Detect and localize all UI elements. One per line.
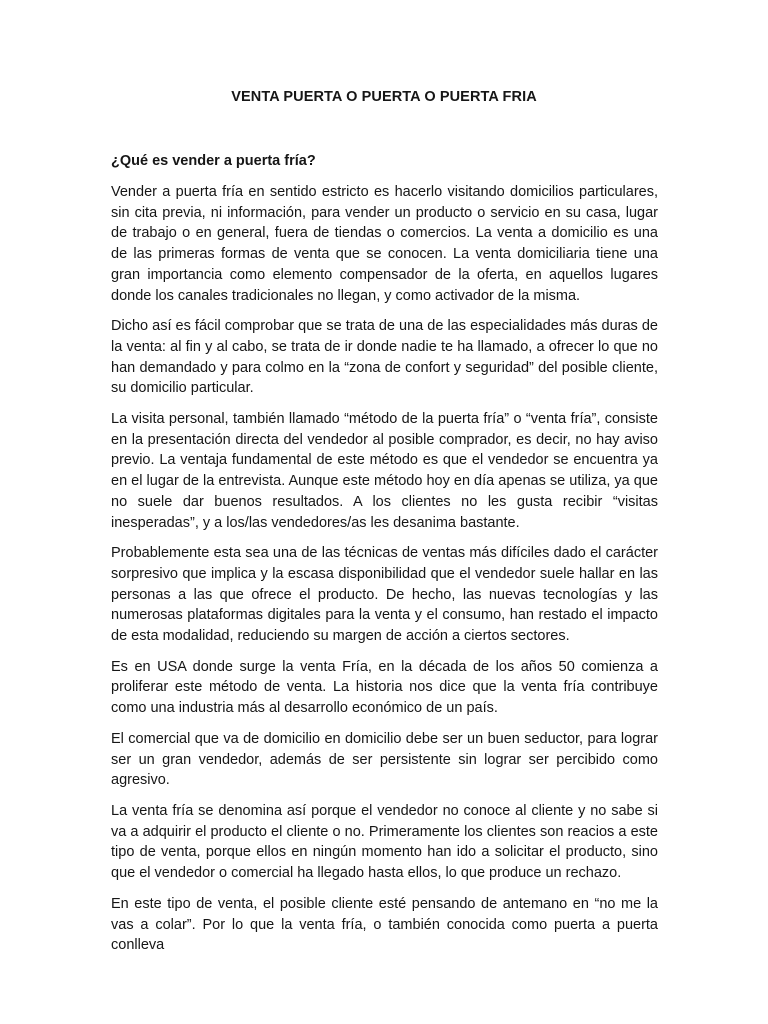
- paragraph: Dicho así es fácil comprobar que se trata de una de las especialidades más duras de la venta: al fin y al cabo, se trata de ir donde nadie te ha llamado, a ofrecer lo que no han demandado y para colmo en la “zona de confort y seguridad” del posible cliente, su domicilio particular.: [111, 318, 658, 397]
- paragraph: La visita personal, también llamado “método de la puerta fría” o “venta fría”, consiste en la presentación directa del vendedor al posible comprador, es decir, no hay aviso previo. La ventaja fundamental de este método es que el vendedor se encuentra ya en el lugar de la entrevista. Aunque este método hoy en día apenas se utiliza, ya que no suele dar buenos resultados. A los clientes no les gusta recibir “visitas inesperadas”, y a los/las vendedores/as les desanima bastante.: [111, 411, 658, 531]
- paragraph: Vender a puerta fría en sentido estricto es hacerlo visitando domicilios particulares, sin cita previa, ni información, para vender un producto o servicio en su casa, lugar de trabajo o en general, fuera de tiendas o comercios. La venta a domicilio es una de las primeras formas de venta que se conocen. La venta domiciliaria tiene una gran importancia como elemento compensador de la oferta, en aquellos lugares donde los canales tradicionales no llegan, y como activador de la misma.: [111, 184, 658, 304]
- paragraph: En este tipo de venta, el posible cliente esté pensando de antemano en “no me la vas a colar”. Por lo que la venta fría, o también conocida como puerta a puerta conlleva: [111, 895, 658, 954]
- paragraph: Probablemente esta sea una de las técnicas de ventas más difíciles dado el carácter sorpresivo que implica y la escasa disponibilidad que el vendedor suele hallar en las personas a las que ofrece el producto. De hecho, las nuevas tecnologías y las numerosas plataformas digitales para la venta y el consumo, han restado el impacto de esta modalidad, reduciendo su margen de acción a ciertos sectores.: [111, 545, 658, 645]
- document-title: VENTA PUERTA O PUERTA O PUERTA FRIA: [231, 89, 537, 105]
- document-body: [111, 151, 658, 966]
- paragraph: Es en USA donde surge la venta Fría, en la década de los años 50 comienza a proliferar este método de venta. La historia nos dice que la venta fría contribuye como una industria más al desarrollo económico de un país.: [111, 658, 658, 717]
- paragraph: El comercial que va de domicilio en domicilio debe ser un buen seductor, para lograr ser un gran vendedor, además de ser persistente sin lograr ser percibido como agresivo.: [111, 730, 658, 789]
- section-subtitle: ¿Qué es vender a puerta fría?: [111, 153, 316, 169]
- paragraph: La venta fría se denomina así porque el vendedor no conoce al cliente y no sabe si va a adquirir el producto el cliente o no. Primeramente los clientes son reacios a este tipo de venta, porque ellos en ningún momento han ido a solicitar el producto, sino que el vendedor o comercial ha llegado hasta ellos, lo que produce un rechazo.: [111, 802, 658, 882]
